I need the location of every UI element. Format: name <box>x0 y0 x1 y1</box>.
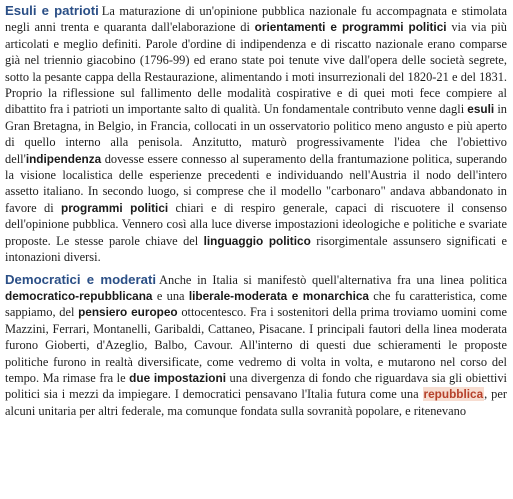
text-run: ottocentesco. Fra i sostenitori della prima troviamo uomini come Mazzini, Ferrari, Montanelli, Garibaldi, Cattaneo, Pisacane. I principali fautori della linea moderata furono Gioberti, d'Azeglio, Balbo, Cavour. All'interno di questi due schieramenti le proposte politiche furono in realtà diversificate, come vedremo di volta in volta, e mutarono nel corso del tempo. Ma rimase fra le <box>5 305 507 385</box>
text-run: Anche in Italia si manifestò quell'alternativa fra una linea politica <box>159 272 507 287</box>
section-body <box>5 4 507 264</box>
text-run: dovesse essere connesso al superamento della frantumazione politica, superando la visione localistica delle esperienze precedenti e individuando nell'Austria il nodo dell'intero assetto italiano. In secondo luogo, si comprese che il modello "carbonaro" andava abbandonato in favore di <box>5 151 507 215</box>
keyword: liberale-moderata e monarchica <box>188 288 369 303</box>
keyword: pensiero europeo <box>78 305 178 320</box>
text-run: una divergenza di fondo che riguardava sia gli obiettivi politici sia i mezzi da impiegare. I democratici pensavano l'Italia futura come una <box>5 370 507 402</box>
keyword: indipendenza <box>25 151 102 166</box>
keyword: democratico-repubblicana <box>5 288 153 303</box>
section-body <box>5 273 507 418</box>
keyword: programmi politici <box>61 200 169 215</box>
text-run: e una <box>152 288 189 303</box>
keyword: orientamenti e programmi politici <box>254 20 447 35</box>
text-run: che fu caratteristica, come sappiamo, del <box>5 288 507 320</box>
keyword: due impostazioni <box>129 370 226 385</box>
section-heading: Democratici e moderati <box>5 271 157 287</box>
text-run: La maturazione di un'opinione pubblica nazionale fu accompagnata e stimolata negli anni trenta e quaranta dall'elaborazione di <box>5 4 507 35</box>
text-run: via via più articolati e meglio definiti. Parole d'ordine di indipendenza e di riscatto nazionale erano comparse già nel triennio giacobino (1796-99) ed erano state poi tenute vive dall'opera delle società segrete, sotto la pesante cappa della Restaurazione, alimentando i moti insurrezionali del 1820-21 e del 1831. Proprio la riflessione sul fallimento delle modalità cospirative e di quei moti fece compiere al dibattito fra i patrioti un importante salto di qualità. Un fondamentale contributo venne dagli <box>5 20 507 117</box>
keyword: linguaggio politico <box>203 233 311 248</box>
section-heading: Esuli e patrioti <box>5 3 99 18</box>
text-run: in Gran Bretagna, in Belgio, in Francia, collocati in un osservatorio politico meno angusto e più aperto di quello interno alla penisola. Anzitutto, maturò progressivamente l'idea che l'obiettivo dell' <box>5 102 507 166</box>
text-run: risorgimentale assunsero significati e intonazioni diversi. <box>5 233 507 265</box>
keyword: esuli <box>467 102 495 117</box>
highlighted-keyword: repubblica <box>423 387 484 402</box>
section-esuli-e-patrioti <box>5 3 507 266</box>
section-democratici-e-moderati <box>5 272 507 420</box>
text-run: chiari e di respiro generale, capaci di riscuotere il consenso dell'opinione pubblica. Vennero così alla luce diverse impostazioni ideologiche e politiche e svariate proposte. Le stesse parole chiave del <box>5 200 507 248</box>
text-run: , per alcuni unitaria per altri federale, ma comunque fondata sulla sovranità popolare, e ritenevano <box>5 387 507 418</box>
